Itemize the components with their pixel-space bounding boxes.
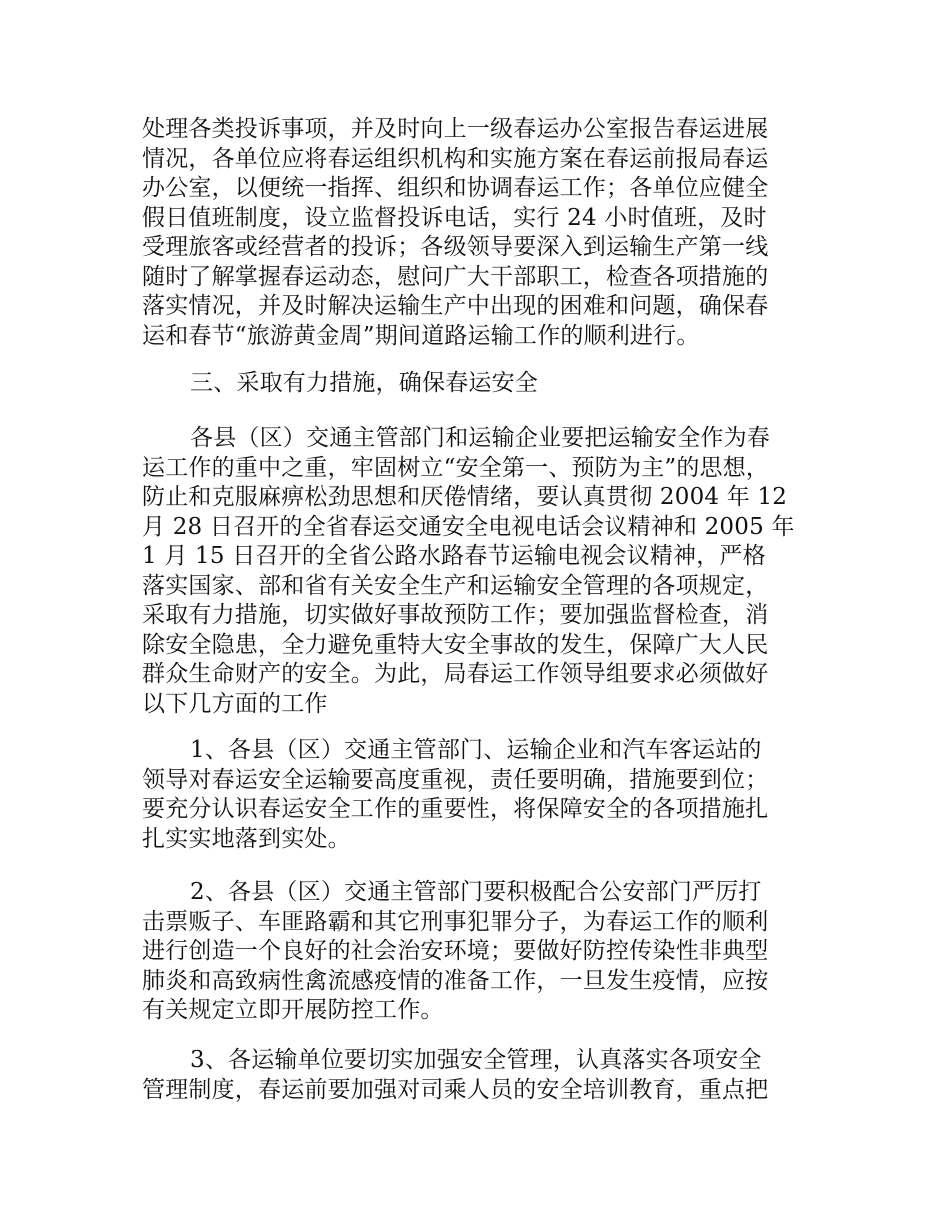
text-line: 月 28 日召开的全省春运交通安全电视电话会议精神和 2005 年 [142,513,795,540]
text-line: 3、各运输单位要切实加强安全管理，认真落实各项安全 [190,1047,762,1073]
text-line: 办公室，以便统一指挥、组织和协调春运工作；各单位应健全 [142,175,769,201]
text-line: 假日值班制度，设立监督投诉电话，实行 24 小时值班，及时 [142,204,767,231]
text-line: 管理制度，春运前要加强对司乘人员的安全培训教育，重点把 [142,1076,769,1103]
text-line: 运工作的重中之重，牢固树立“安全第一、预防为主”的思想， [142,454,770,481]
text-line: 受理旅客或经营者的投诉；各级领导要深入到运输生产第一线 [142,234,769,260]
text-line: 2、各县（区）交通主管部门要积极配合公安部门严厉打 [190,879,762,905]
list-item-2 [142,878,822,1026]
text-line: 以下几方面的工作 [142,690,328,717]
text-line: 要充分认识春运安全工作的重要性，将保障安全的各项措施扎 [142,796,769,822]
text-line: 采取有力措施，切实做好事故预防工作；要加强监督检查，消 [142,602,769,628]
text-line: 进行创造一个良好的社会治安环境；要做好防控传染性非典型 [142,938,769,964]
text-line: 情况，各单位应将春运组织机构和实施方案在春运前报局春运 [142,145,769,172]
text-line: 随时了解掌握春运动态，慰问广大干部职工，检查各项措施的 [142,263,769,290]
text-line: 处理各类投诉事项，并及时向上一级春运办公室报告春运进展 [142,116,769,142]
text-line: 1、各县（区）交通主管部门、运输企业和汽车客运站的 [190,737,762,763]
text-line: 防止和克服麻痹松劲思想和厌倦情绪，要认真贯彻 2004 年 12 [142,484,788,510]
text-line: 各县（区）交通主管部门和运输企业要把运输安全作为春 [190,425,770,451]
paragraph-safety-intro [142,424,822,719]
text-line: 肺炎和高致病性禽流感疫情的准备工作，一旦发生疫情，应按 [142,967,769,994]
text-line: 除安全隐患，全力避免重特大安全事故的发生，保障广大人民 [142,631,769,658]
text-line: 领导对春运安全运输要高度重视，责任要明确，措施要到位； [142,766,769,793]
text-line: 击票贩子、车匪路霸和其它刑事犯罪分子，为春运工作的顺利 [142,908,769,935]
text-line: 群众生命财产的安全。为此，局春运工作领导组要求必须做好 [142,661,769,687]
section-heading [142,369,822,399]
heading-text: 三、采取有力措施，确保春运安全 [190,370,538,396]
text-line: 运和春节“旅游黄金周”期间道路运输工作的顺利进行。 [142,322,700,349]
text-line: 有关规定立即开展防控工作。 [142,997,444,1023]
list-item-1 [142,736,822,854]
text-line: 落实国家、部和省有关安全生产和运输安全管理的各项规定， [142,572,769,599]
text-line: 1 月 15 日召开的全省公路水路春节运输电视会议精神，严格 [142,543,766,569]
list-item-3 [142,1046,822,1105]
paragraph-continuation [142,115,822,351]
text-line: 落实情况，并及时解决运输生产中出现的困难和问题，确保春 [142,293,769,319]
text-line: 扎实实地落到实处。 [142,825,351,852]
